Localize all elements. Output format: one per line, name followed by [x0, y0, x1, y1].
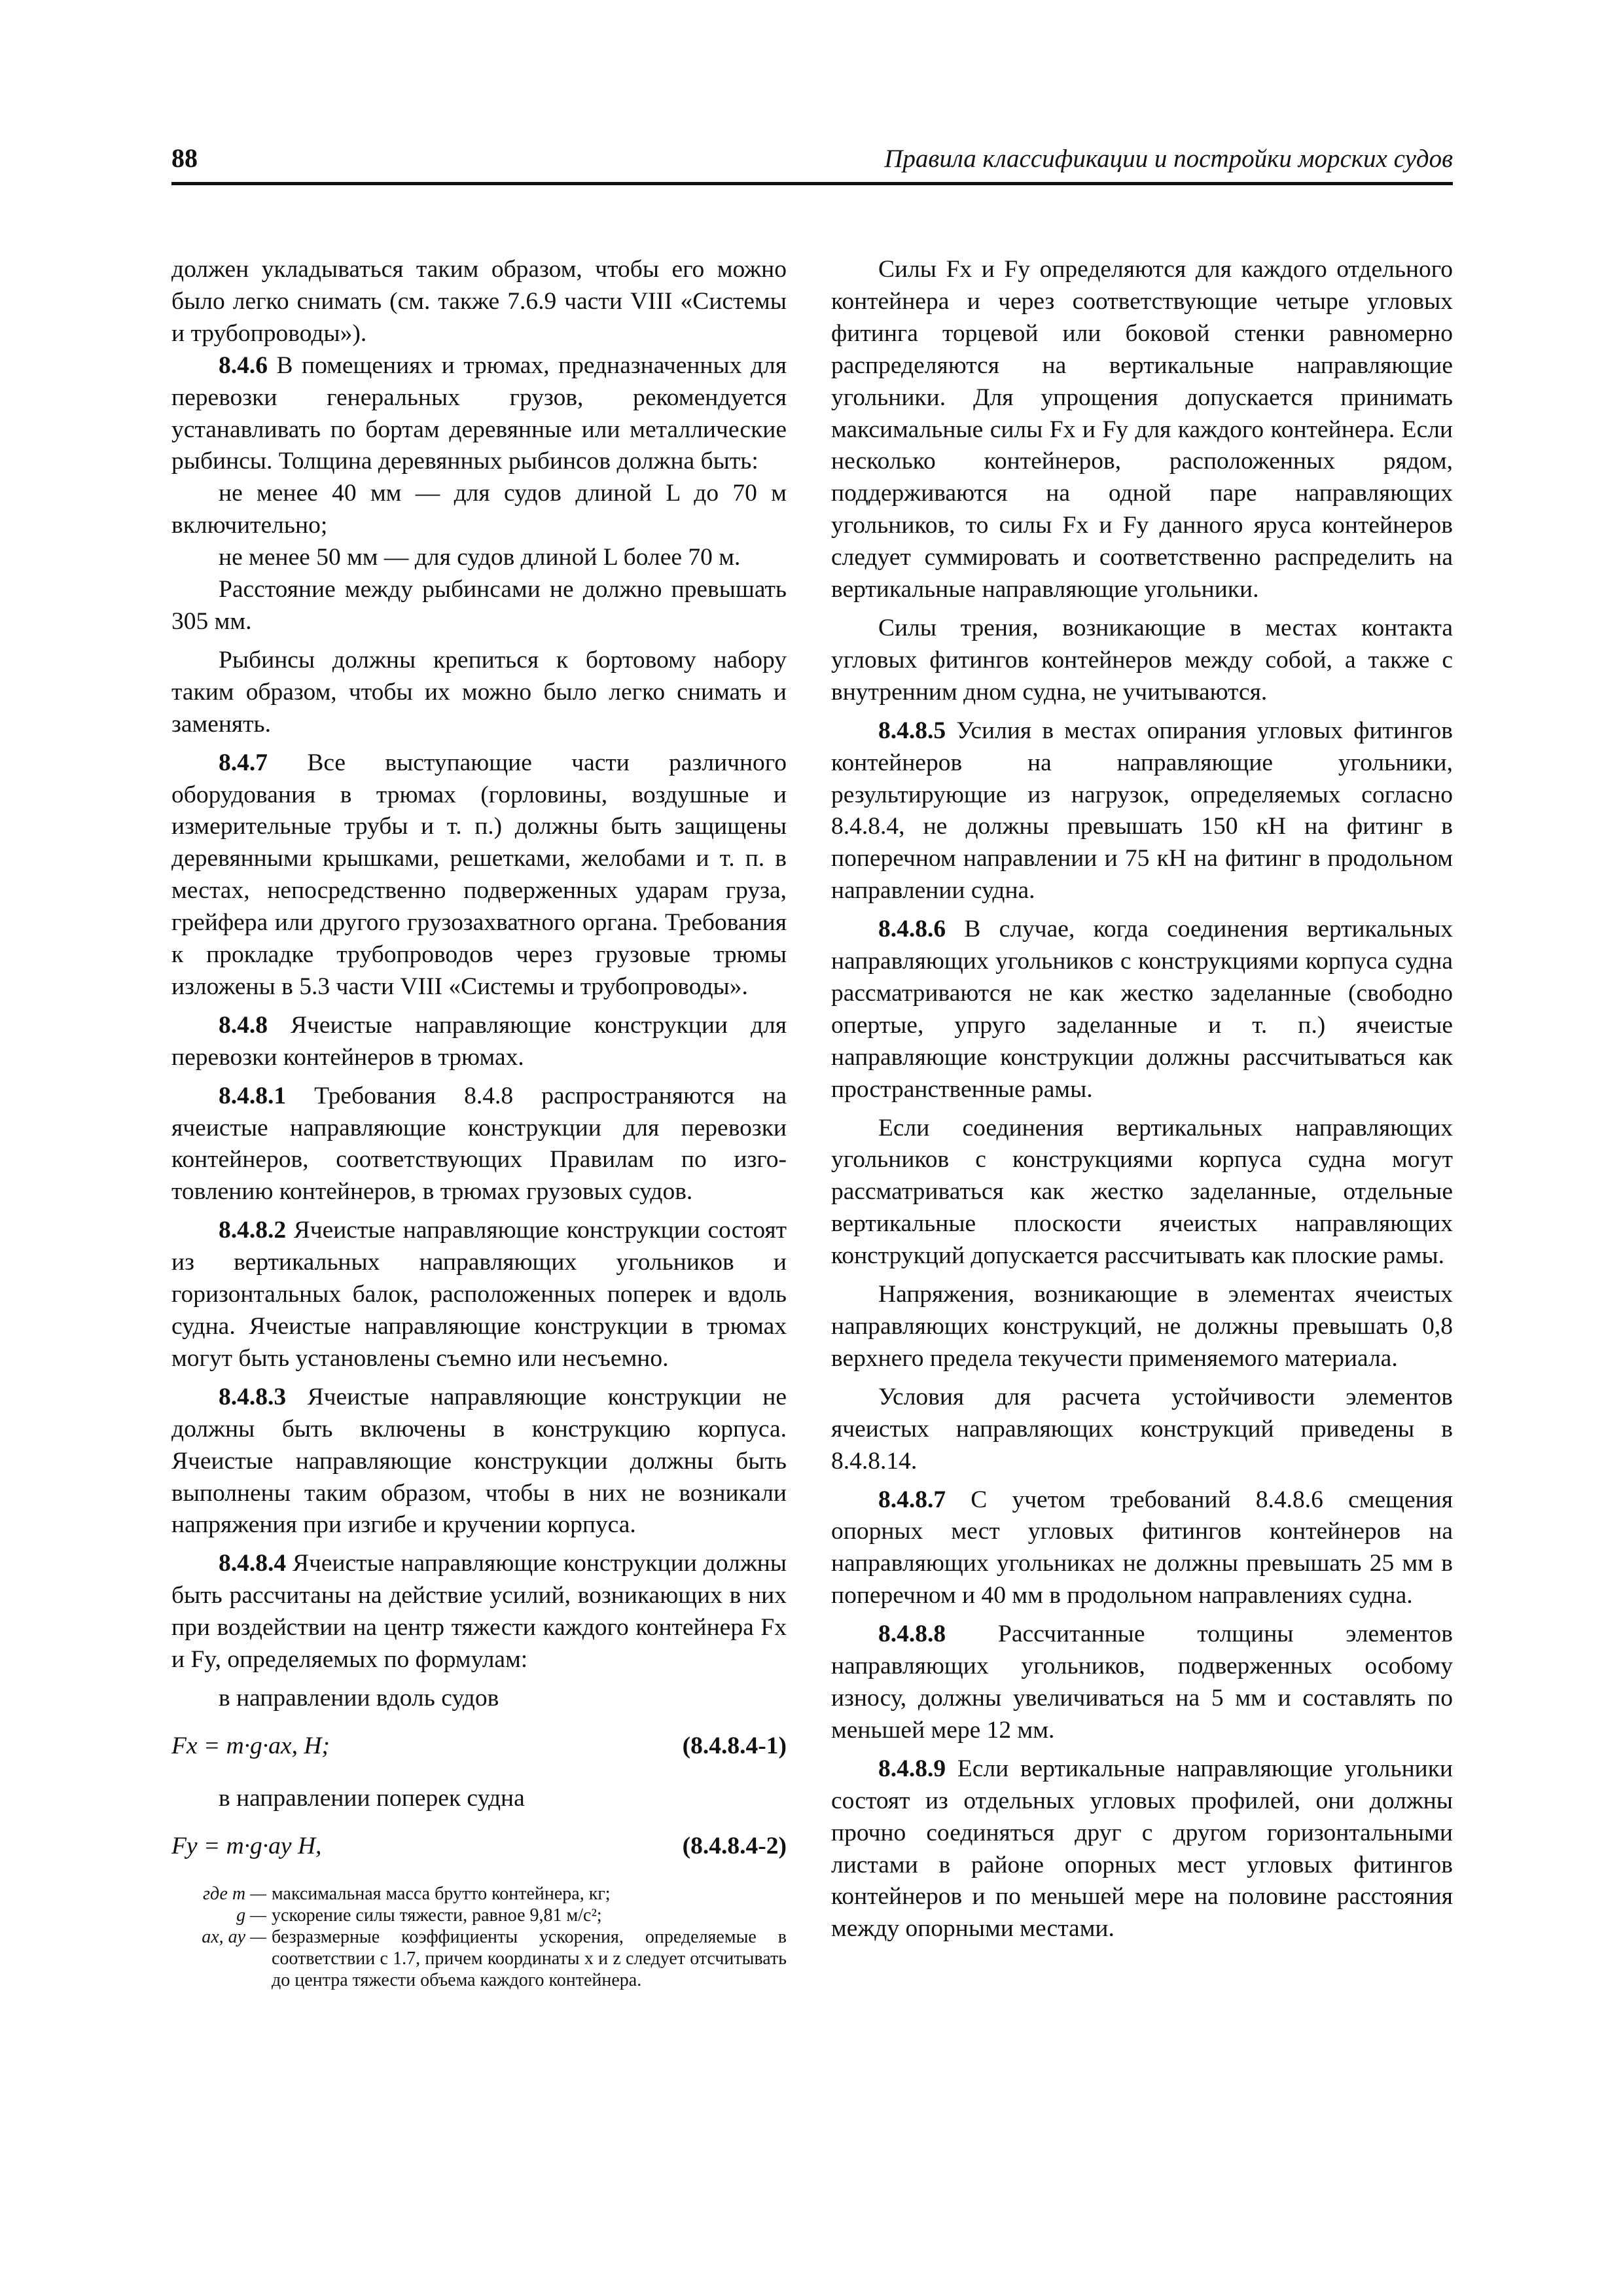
- paragraph: Силы трения, возникающие в местах контакта угловых фитингов контейнеров между собой, а также с внутренним дном судна, не учитываются.: [831, 614, 1453, 706]
- right-column: [831, 254, 1453, 1945]
- paragraph: Напряжения, возникающие в элементах ячеистых направляющих конструкций, не должны превышать 0,8 верхнего предела текучести применяемого материала.: [831, 1281, 1453, 1372]
- paragraph-text: В помещениях и трюмах, предназначенных для перевозки генеральных грузов, рекомендуется устанавливать по бортам деревянные или металлические рыбинсы. Толщина деревянных рыбинсов должна быть:: [171, 351, 787, 475]
- left-column: [171, 254, 787, 1991]
- paragraph: не менее 40 мм — для судов длиной L до 70 м включительно;: [171, 480, 787, 539]
- section-number: 8.4.8.7: [878, 1486, 946, 1513]
- paragraph: [171, 350, 787, 478]
- paragraph: [171, 747, 787, 1003]
- legend-symbol: ax, ay —: [202, 1926, 266, 1947]
- paragraph-text: Требования 8.4.8 распространяются на ячеистые направляющие конструкции для перевозки контейнеров, соответствующих Правилам по изготовлению контейнеров, в трюмах грузовых судов.: [171, 1082, 787, 1206]
- paragraph: [831, 715, 1453, 907]
- paragraph: не менее 50 мм — для судов длиной L более 70 м.: [219, 544, 741, 571]
- section-number: 8.4.7: [219, 749, 268, 776]
- paragraph: в направлении поперек судна: [219, 1784, 525, 1812]
- legend-text: максимальная масса брутто контейнера, кг;: [272, 1883, 611, 1904]
- legend-row: [171, 1926, 787, 1991]
- legend-text: ускорение силы тяжести, равное 9,81 м/с²;: [272, 1905, 602, 1926]
- paragraph: [831, 914, 1453, 1105]
- paragraph: Если соединения вертикальных направляющих угольников с конструкциями корпуса судна могут рассматриваться как жестко заделанные, отдельные вертикальные плоскости ячеистых направляющих конструкций допускается рассчитывать как плоские рамы.: [831, 1114, 1453, 1270]
- page-number: 88: [171, 143, 198, 173]
- paragraph: должен укладываться таким образом, чтобы его можно было легко снимать (см. также 7.6.9 части VIII «Системы и трубопроводы»).: [171, 256, 787, 347]
- running-title: Правила классификации и постройки морских судов: [884, 145, 1453, 173]
- paragraph-text: Рассчитанные толщины элементов направляющих угольников, подверженных особому износу, должны увеличиваться на 5 мм и составлять по меньшей мере 12 мм.: [831, 1621, 1453, 1744]
- paragraph: [171, 1548, 787, 1676]
- paragraph-text: Усилия в местах опирания угловых фитингов контейнеров на направляющие угольники, результирующие из нагрузок, определяемых согласно 8.4.8.4, не должны превышать 150 кН на фитинг в поперечном направлении и 75 кН на фитинг в продольном направлении судна.: [831, 717, 1453, 905]
- legend-row: [171, 1905, 787, 1926]
- section-number: 8.4.8.3: [219, 1383, 287, 1410]
- section-number: 8.4.8.9: [878, 1755, 946, 1782]
- paragraph: [171, 1382, 787, 1542]
- legend-symbol: g —: [236, 1905, 266, 1926]
- section-number: 8.4.8.5: [878, 717, 946, 744]
- paragraph-text: С учетом требований 8.4.8.6 смещения опорных мест угловых фитингов контейнеров на направляющих угольниках не должны превышать 25 мм в поперечном и 40 мм в продольном направлениях судна.: [831, 1486, 1453, 1609]
- section-number: 8.4.8.2: [219, 1217, 287, 1244]
- paragraph-text: Ячеистые направляющие конструкции состоят из вертикальных направляющих угольников и горизонтальных балок, расположенных поперек и вдоль судна. Ячеистые направляющие конструкции в трюмах могут быть установлены съемно или несъемно.: [171, 1217, 787, 1372]
- section-number: 8.4.8.8: [878, 1621, 946, 1648]
- paragraph-text: Ячеистые направляющие конструкции не должны быть включены в конструкцию корпуса. Ячеистые направляющие конструкции должны быть выполнены таким образом, чтобы в них не возникали напряжения при изгибе и кручении корпуса.: [171, 1383, 787, 1539]
- paragraph: Силы Fx и Fy определяются для каждого отдельного контейнера и через соответствующие четыре угловых фитинга торцевой или боковой стенки равномерно распределяются на вертикальные направляющие угольники. Для упрощения допускается принимать максимальные силы Fx и Fy для каждого контейнера. Если несколько контейнеров, расположенных рядом, поддерживаются на одной паре направляющих угольников, то силы Fx и Fy данного яруса контейнеров следует суммировать и соответственно распределить на вертикальные направляющие угольники.: [831, 256, 1453, 603]
- paragraph: [171, 1215, 787, 1375]
- section-number: 8.4.6: [219, 351, 268, 379]
- paragraph-text: Если вертикальные направляющие угольники состоят из отдельных угловых профилей, они должны прочно соединяться друг с другом горизонтальными листами в районе опорных мест угловых фитингов контейнеров и по меньшей мере на половине расстояния между опорными местами.: [831, 1755, 1453, 1943]
- legend-row: [171, 1883, 787, 1905]
- paragraph: [171, 1081, 787, 1209]
- paragraph: Рыбинсы должны крепиться к бортовому набору таким образом, чтобы их можно было легко снимать и заменять.: [171, 646, 787, 738]
- legend-text: безразмерные коэффициенты ускорения, определяемые в соответствии с 1.7, причем координаты x и z следует отсчитывать до центра тяжести объема каждого контейнера.: [272, 1926, 787, 1990]
- paragraph: [831, 1619, 1453, 1747]
- section-number: 8.4.8.1: [219, 1082, 287, 1109]
- paragraph-text: Все выступающие части различного оборудования в трюмах (горловины, воздушные и измерительные трубы и т. п.) должны быть защищены деревянными крышками, решетками, желобами и т. п. в местах, непосредственно подверженных ударам груза, грейфера или другого грузозахватного органа. Требования к прокладке трубопроводов через грузовые трюмы изложены в 5.3 части VIII «Системы и трубопроводы».: [171, 749, 787, 1000]
- page-header: [171, 143, 1453, 185]
- legend-symbol: где m —: [203, 1883, 266, 1904]
- paragraph-text: Ячеистые направляющие конструкции должны быть рассчитаны на действие усилий, возникающих в них при воздействии на центр тяжести каждого контейнера Fx и Fy, определяемых по формулам:: [171, 1550, 787, 1674]
- paragraph: Условия для расчета устойчивости элементов ячеистых направляющих конструкций приведены в 8.4.8.14.: [831, 1383, 1453, 1475]
- formula-legend: [171, 1883, 787, 1991]
- paragraph: Расстояние между рыбинсами не должно превышать 305 мм.: [171, 576, 787, 635]
- formula-expression: Fx = m·g·ax, Н;: [171, 1732, 330, 1759]
- section-number: 8.4.8.4: [219, 1550, 287, 1577]
- paragraph: в направлении вдоль судов: [219, 1684, 499, 1712]
- formula: [171, 1831, 787, 1866]
- section-number: 8.4.8: [219, 1011, 268, 1039]
- formula-expression: Fy = m·g·ay Н,: [171, 1832, 322, 1859]
- paragraph-text: Ячеистые направляющие конструкции для перевозки контейнеров в трюмах.: [171, 1011, 787, 1071]
- paragraph: [171, 1010, 787, 1074]
- paragraph: [831, 1753, 1453, 1945]
- paragraph-text: В случае, когда соединения вертикальных направляющих угольников с конструкциями корпуса судна рассматриваются не как жестко заделанные (свободно опертые, упруго заделанные и т. п.) ячеистые направляющие конструкции должны рассчитываться как пространственные рамы.: [831, 916, 1453, 1103]
- formula-number: (8.4.8.4-2): [682, 1832, 787, 1859]
- formula: [171, 1731, 787, 1766]
- formula-number: (8.4.8.4-1): [682, 1732, 787, 1759]
- paragraph: [831, 1484, 1453, 1613]
- section-number: 8.4.8.6: [878, 916, 946, 943]
